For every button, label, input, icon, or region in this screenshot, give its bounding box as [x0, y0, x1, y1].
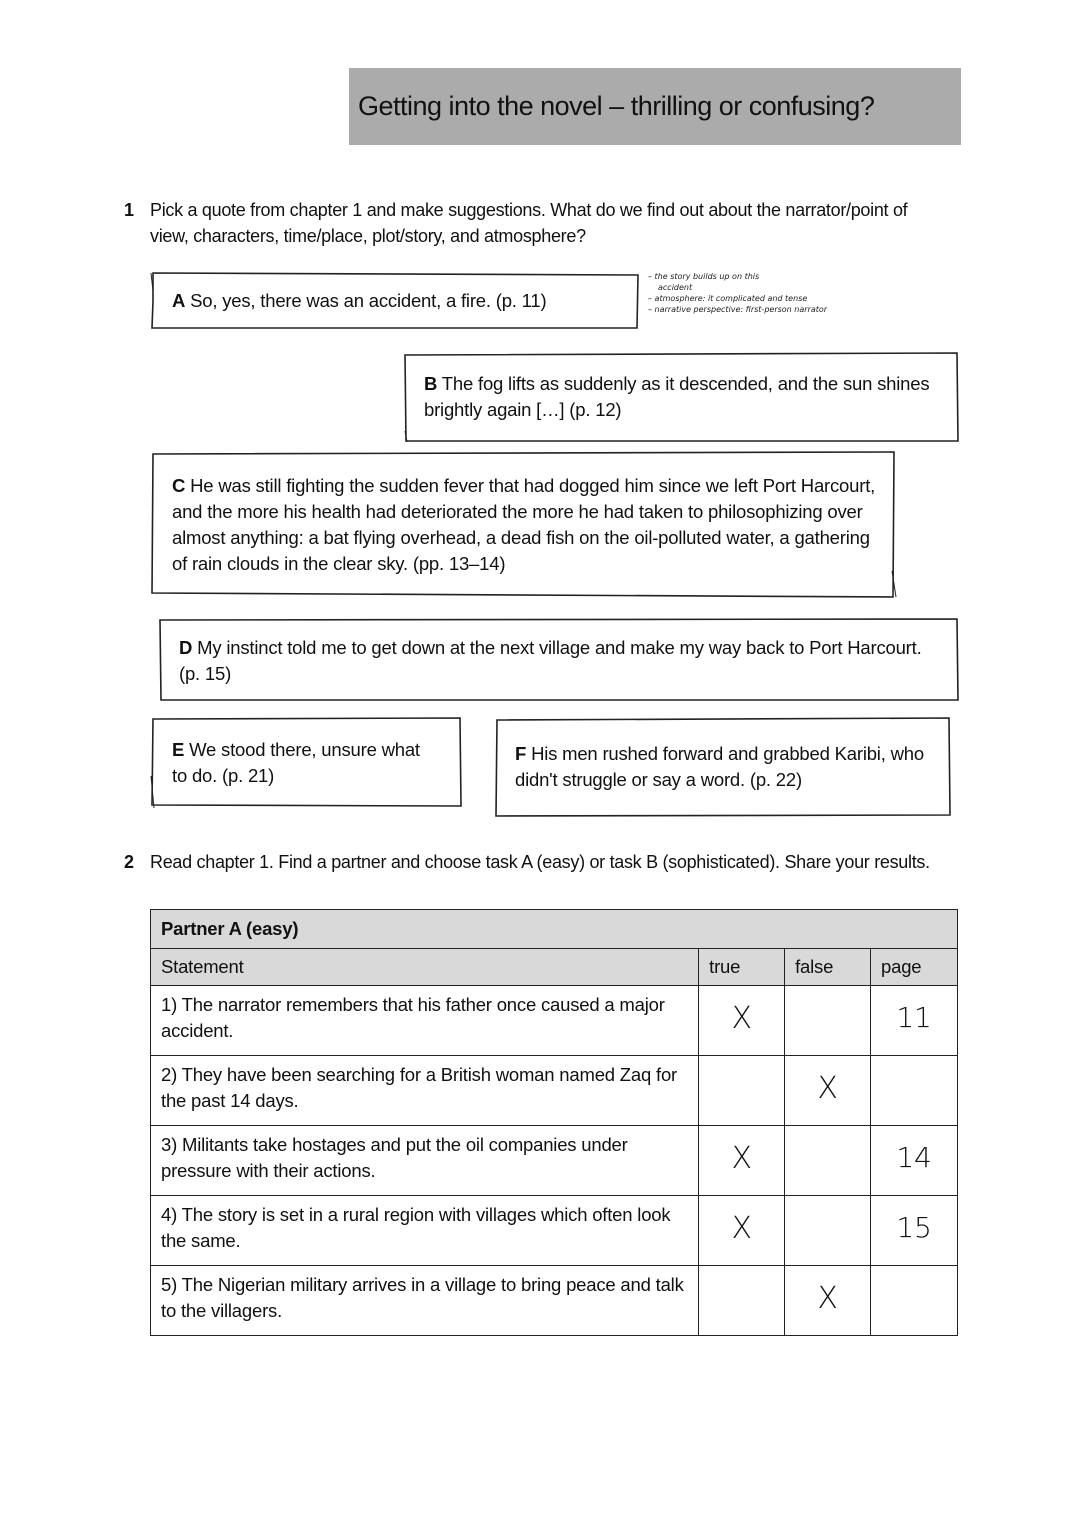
page-cell[interactable] [871, 1056, 958, 1126]
quote-letter: E [172, 739, 185, 760]
handwritten-mark: X [817, 1071, 838, 1106]
handwritten-mark: X [731, 1141, 752, 1176]
statement-cell: 5) The Nigerian military arrives in a village to bring peace and talk to the villagers. [151, 1266, 699, 1336]
true-cell[interactable] [699, 1126, 785, 1196]
false-cell[interactable] [785, 1196, 871, 1266]
handwritten-page: 15 [896, 1211, 932, 1244]
column-header-page: page [871, 949, 958, 986]
false-cell[interactable] [785, 1056, 871, 1126]
true-cell[interactable] [699, 986, 785, 1056]
true-cell[interactable] [699, 1056, 785, 1126]
handwritten-page: 14 [896, 1141, 932, 1174]
task-1-instruction: Pick a quote from chapter 1 and make suggestions. What do we find out about the narrator/point of view, characters, time/place, plot/story, and atmosphere? [150, 200, 908, 246]
quote-text: We stood there, unsure what to do. (p. 21) [172, 739, 420, 786]
false-cell[interactable] [785, 986, 871, 1056]
page-title: Getting into the novel – thrilling or confusing? [358, 91, 875, 121]
table-row [151, 1126, 958, 1196]
quote-text: He was still fighting the sudden fever that had dogged him since we left Port Harcourt, and the more his health had deteriorated the more he had taken to philosophizing over almost anything: a bat flying overhead, a dead fish on the oil-polluted water, a gathering of rain clouds in the clear sky. (pp. 13–14) [172, 475, 876, 574]
quote-box-e [150, 716, 462, 808]
handwritten-page [881, 1272, 947, 1284]
handwritten-notes [648, 271, 898, 315]
handwritten-mark: X [731, 1211, 752, 1246]
handwritten-mark [795, 992, 860, 1004]
partner-a-table [150, 909, 958, 1336]
table-row [151, 1056, 958, 1126]
true-cell[interactable] [699, 1196, 785, 1266]
note-line: – narrative perspective: first-person narrator [648, 305, 828, 314]
false-cell[interactable] [785, 1266, 871, 1336]
statement-cell: 2) They have been searching for a British woman named Zaq for the past 14 days. [151, 1056, 699, 1126]
note-line: accident [658, 283, 693, 292]
handwritten-mark [709, 1062, 774, 1074]
task-1-number: 1 [124, 200, 135, 220]
false-cell[interactable] [785, 1126, 871, 1196]
handwritten-page [881, 1062, 947, 1074]
quote-text: The fog lifts as suddenly as it descended, and the sun shines brightly again […] (p. 12) [424, 373, 930, 420]
quote-box-d [158, 617, 959, 702]
handwritten-mark [709, 1272, 774, 1284]
quote-letter: D [179, 637, 193, 658]
handwritten-mark: X [731, 1001, 752, 1036]
page-cell[interactable] [871, 1126, 958, 1196]
handwritten-mark [795, 1132, 860, 1144]
handwritten-mark: X [817, 1281, 838, 1316]
statement-cell: 1) The narrator remembers that his father once caused a major accident. [151, 986, 699, 1056]
quote-box-b [403, 351, 959, 443]
table-row [151, 986, 958, 1056]
quote-text: His men rushed forward and grabbed Karibi, who didn't struggle or say a word. (p. 22) [515, 743, 924, 790]
quote-letter: F [515, 743, 527, 764]
page-cell[interactable] [871, 986, 958, 1056]
quote-box-c [150, 451, 896, 598]
column-header-false: false [785, 949, 871, 986]
handwritten-page: 11 [896, 1001, 932, 1034]
quote-letter: B [424, 373, 438, 394]
title-banner [349, 68, 961, 145]
column-header-statement: Statement [151, 949, 699, 986]
table-row [151, 1266, 958, 1336]
column-header-true: true [699, 949, 785, 986]
quote-text: So, yes, there was an accident, a fire. (p. 11) [190, 290, 547, 311]
note-line: – atmosphere: it complicated and tense [648, 294, 808, 303]
quote-letter: A [172, 290, 186, 311]
table-row [151, 1196, 958, 1266]
handwritten-mark [795, 1202, 860, 1214]
statement-cell: 3) Militants take hostages and put the oil companies under pressure with their actions. [151, 1126, 699, 1196]
task-2-number: 2 [124, 852, 135, 872]
true-cell[interactable] [699, 1266, 785, 1336]
task-2-instruction: Read chapter 1. Find a partner and choose task A (easy) or task B (sophisticated). Share your results. [150, 852, 930, 872]
page-cell[interactable] [871, 1196, 958, 1266]
quote-letter: C [172, 475, 186, 496]
quote-text: My instinct told me to get down at the next village and make my way back to Port Harcourt. (p. 15) [179, 637, 922, 684]
table-caption: Partner A (easy) [151, 910, 958, 949]
quote-box-f [494, 716, 951, 817]
statement-cell: 4) The story is set in a rural region with villages which often look the same. [151, 1196, 699, 1266]
quote-box-a [150, 271, 640, 330]
note-line: – the story builds up on this [648, 272, 760, 281]
page-cell[interactable] [871, 1266, 958, 1336]
